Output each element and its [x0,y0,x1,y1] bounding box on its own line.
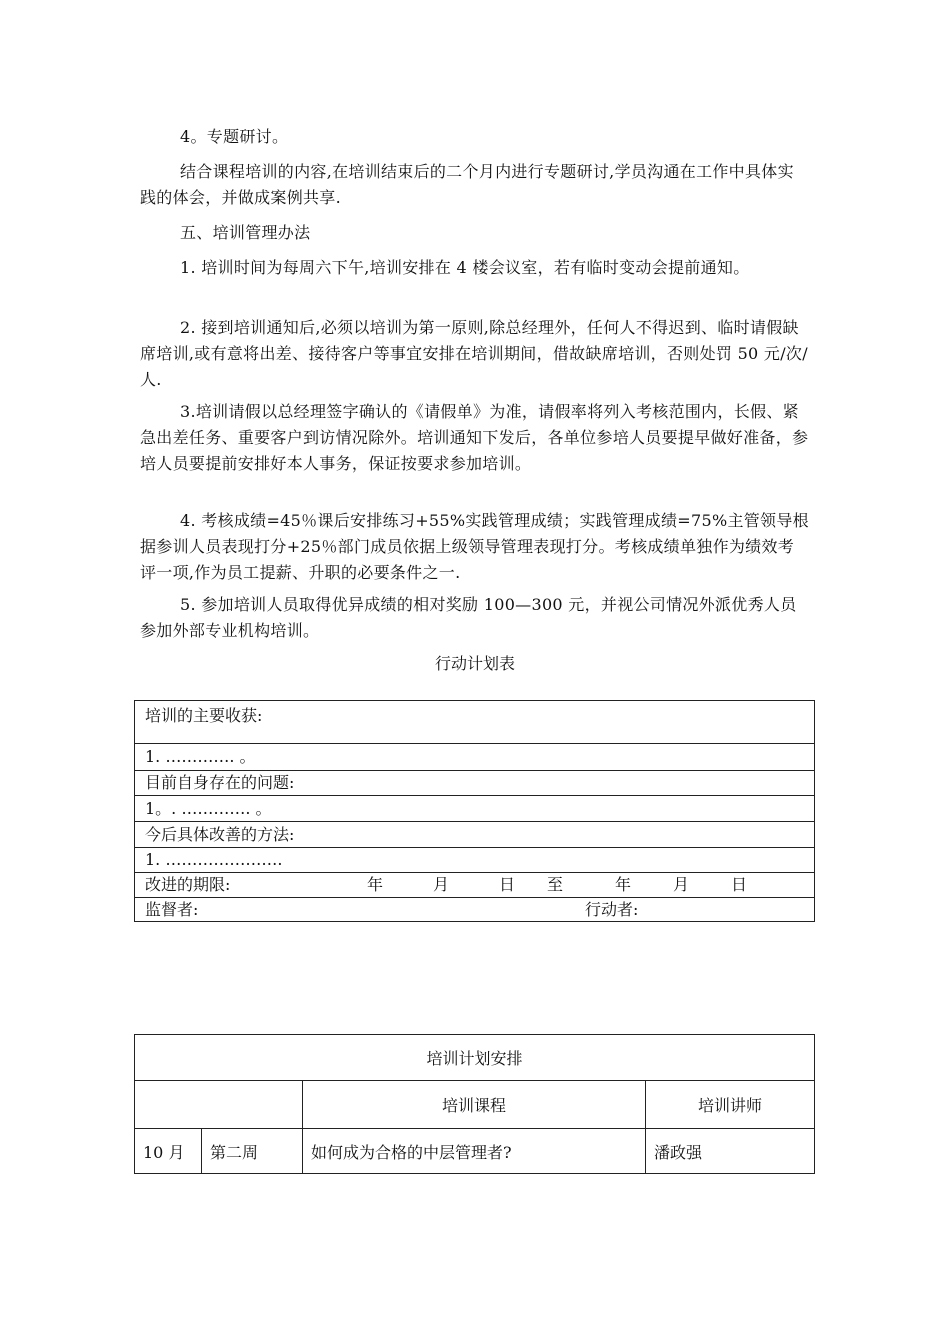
rule-3: 3.培训请假以总经理签字确认的《请假单》为准，请假率将列入考核范围内，长假、紧急出差任务、重要客户到访情况除外。培训通知下发后，各单位参培人员要提早做好准备，参培人员要提前安排好本人事务，保证按要求参加培训。 [140,402,809,473]
schedule-title-row [135,1035,815,1081]
section-heading-4: 4。专题研讨。 [180,127,289,146]
signature-row [135,897,814,921]
methods-item-row [135,847,814,872]
schedule-header-blank [135,1081,303,1129]
rule-1: 1. 培训时间为每周六下午,培训安排在 4 楼会议室，若有临时变动会提前通知。 [180,258,750,277]
deadline-label: 改进的期限: [145,875,231,894]
actor-label: 行动者: [585,900,639,919]
gains-label-row [135,701,814,743]
supervisor-label: 监督者: [145,900,199,919]
action-plan-title: 行动计划表 [434,654,515,673]
schedule-month-cell: 10 月 [135,1129,202,1174]
deadline-month-start: 月 [433,875,450,894]
gains-item-row [135,743,814,770]
paragraph-topic-discussion: 结合课程培训的内容,在培训结束后的二个月内进行专题研讨,学员沟通在工作中具体实践的体会，并做成案例共享. [140,162,794,207]
deadline-day-end: 日 [731,875,748,894]
methods-label: 今后具体改善的方法: [145,825,295,844]
schedule-course-cell: 如何成为合格的中层管理者? [303,1129,646,1174]
deadline-year-start: 年 [367,875,384,894]
schedule-header-course: 培训课程 [303,1081,646,1129]
schedule-week-cell: 第二周 [202,1129,303,1174]
schedule-lecturer-cell: 潘政强 [646,1129,815,1174]
action-plan-table [134,700,815,922]
deadline-to: 至 [547,875,564,894]
rule-2: 2. 接到培训通知后,必须以培训为第一原则,除总经理外，任何人不得迟到、临时请假缺席培训,或有意将出差、接待客户等事宜安排在培训期间，借故缺席培训，否则处罚 50 元/次/人. [140,318,808,389]
deadline-row [135,872,814,897]
rule-5: 5. 参加培训人员取得优异成绩的相对奖励 100—300 元，并视公司情况外派优秀人员参加外部专业机构培训。 [140,595,797,640]
schedule-header-lecturer: 培训讲师 [646,1081,815,1129]
schedule-title: 培训计划安排 [135,1035,815,1081]
section-heading-5: 五、培训管理办法 [180,223,311,242]
rule-4: 4. 考核成绩=45％课后安排练习+55%实践管理成绩；实践管理成绩=75%主管领导根据参训人员表现打分+25％部门成员依据上级领导管理表现打分。考核成绩单独作为绩效考评一项,作为员工提薪、升职的必要条件之一. [140,511,809,582]
deadline-year-end: 年 [615,875,632,894]
methods-item: 1. …………………. [145,850,283,869]
deadline-day-start: 日 [499,875,516,894]
table-row [135,1129,815,1174]
problems-label: 目前自身存在的问题: [145,773,295,792]
schedule-header-row [135,1081,815,1129]
gains-label: 培训的主要收获: [145,706,263,725]
problems-item-row [135,795,814,821]
methods-label-row [135,821,814,847]
gains-item: 1. …………. 。 [145,747,256,766]
training-schedule-table [134,1034,815,1174]
problems-item: 1。. …………. 。 [145,799,272,818]
deadline-month-end: 月 [673,875,690,894]
problems-label-row [135,770,814,795]
